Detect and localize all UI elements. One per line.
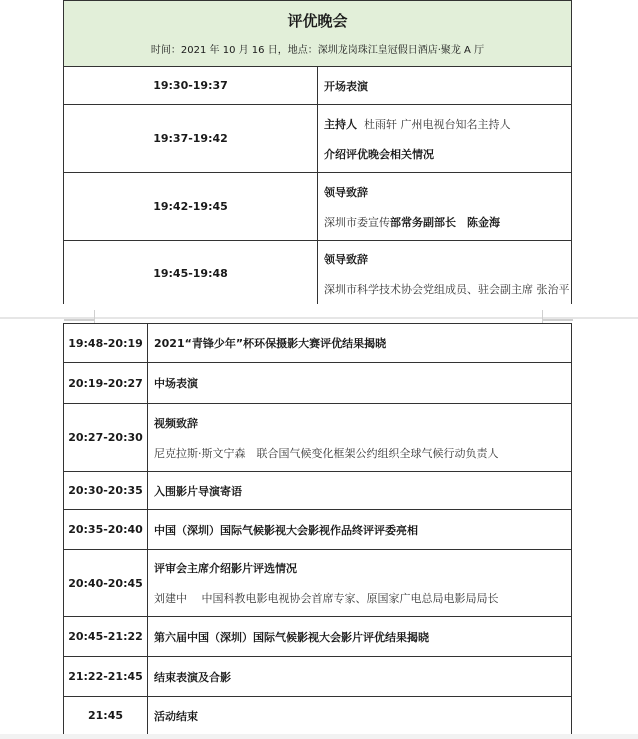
item-title: 活动结束 xyxy=(154,709,198,723)
item-detail: 介绍评优晚会相关情况 xyxy=(324,147,434,161)
item-title: 结束表演及合影 xyxy=(154,670,231,684)
time-cell: 20:40-20:45 xyxy=(64,550,148,617)
item-title: 中场表演 xyxy=(154,377,198,390)
content-cell xyxy=(148,472,572,510)
content-cell xyxy=(148,550,572,617)
table-row xyxy=(64,617,572,657)
speaker-info: 尼克拉斯·斯文宁森 联合国气候变化框架公约组织全球气候行动负责人 xyxy=(154,446,499,460)
item-title: 领导致辞 xyxy=(324,185,368,199)
content-cell xyxy=(148,657,572,697)
content-cell xyxy=(148,510,572,550)
item-title: 开场表演 xyxy=(324,79,368,93)
item-title: 中国（深圳）国际气候影视大会影视作品终评评委亮相 xyxy=(154,523,418,537)
header-row xyxy=(64,1,572,67)
host-info: 杜雨轩 广州电视台知名主持人 xyxy=(364,117,511,131)
table-row xyxy=(64,550,572,617)
table-row xyxy=(64,67,572,105)
time-cell: 20:30-20:35 xyxy=(64,472,148,510)
header-cell xyxy=(64,1,572,67)
item-title: 视频致辞 xyxy=(154,416,198,430)
schedule-table-page2 xyxy=(63,323,572,735)
content-cell xyxy=(148,617,572,657)
content-cell xyxy=(318,105,572,173)
time-cell: 19:42-19:45 xyxy=(64,173,318,241)
content-cell xyxy=(148,697,572,735)
content-cell xyxy=(148,363,572,404)
table-row xyxy=(64,697,572,735)
time-cell: 20:19-20:27 xyxy=(64,363,148,404)
time-cell: 20:45-21:22 xyxy=(64,617,148,657)
event-time-location: 时间：2021 年 10 月 16 日，地点：深圳龙岗珠江皇冠假日酒店·聚龙 A 厅 xyxy=(150,44,485,56)
content-cell xyxy=(318,67,572,105)
table-row xyxy=(64,404,572,472)
table-row xyxy=(64,472,572,510)
item-title: 第六届中国（深圳）国际气候影视大会影片评优结果揭晓 xyxy=(154,630,429,644)
speaker-info: 深圳市科学技术协会党组成员、驻会副主席 张治平 xyxy=(324,282,570,296)
table-row xyxy=(64,105,572,173)
speaker-title: 部常务副部长 陈金海 xyxy=(390,215,500,229)
time-cell: 21:45 xyxy=(64,697,148,735)
time-cell: 19:30-19:37 xyxy=(64,67,318,105)
table-row xyxy=(64,324,572,363)
content-cell xyxy=(148,324,572,363)
time-cell: 19:48-20:19 xyxy=(64,324,148,363)
time-cell: 19:37-19:42 xyxy=(64,105,318,173)
table-row xyxy=(64,510,572,550)
time-cell: 21:22-21:45 xyxy=(64,657,148,697)
content-cell xyxy=(148,404,572,472)
page-break xyxy=(0,304,638,324)
time-cell: 20:27-20:30 xyxy=(64,404,148,472)
item-title: 评审会主席介绍影片评选情况 xyxy=(154,562,297,575)
time-cell: 19:45-19:48 xyxy=(64,241,318,307)
item-title: 入围影片导演寄语 xyxy=(154,484,242,498)
table-row xyxy=(64,363,572,404)
content-cell xyxy=(318,241,572,307)
table-row xyxy=(64,241,572,307)
content-cell xyxy=(318,173,572,241)
item-title: 主持人 xyxy=(324,117,357,131)
table-row xyxy=(64,657,572,697)
schedule-table-page1 xyxy=(63,0,572,307)
table-row xyxy=(64,173,572,241)
page-title: 评优晚会 xyxy=(287,11,348,30)
speaker-org: 深圳市委宣传 xyxy=(324,215,390,229)
item-title: 领导致辞 xyxy=(324,252,368,266)
item-title: 2021“青锋少年”杯环保摄影大赛评优结果揭晓 xyxy=(154,337,387,350)
speaker-info: 刘建中 中国科教电影电视协会首席专家、原国家广电总局电影局局长 xyxy=(154,592,499,605)
page-bottom-edge xyxy=(0,734,638,739)
time-cell: 20:35-20:40 xyxy=(64,510,148,550)
